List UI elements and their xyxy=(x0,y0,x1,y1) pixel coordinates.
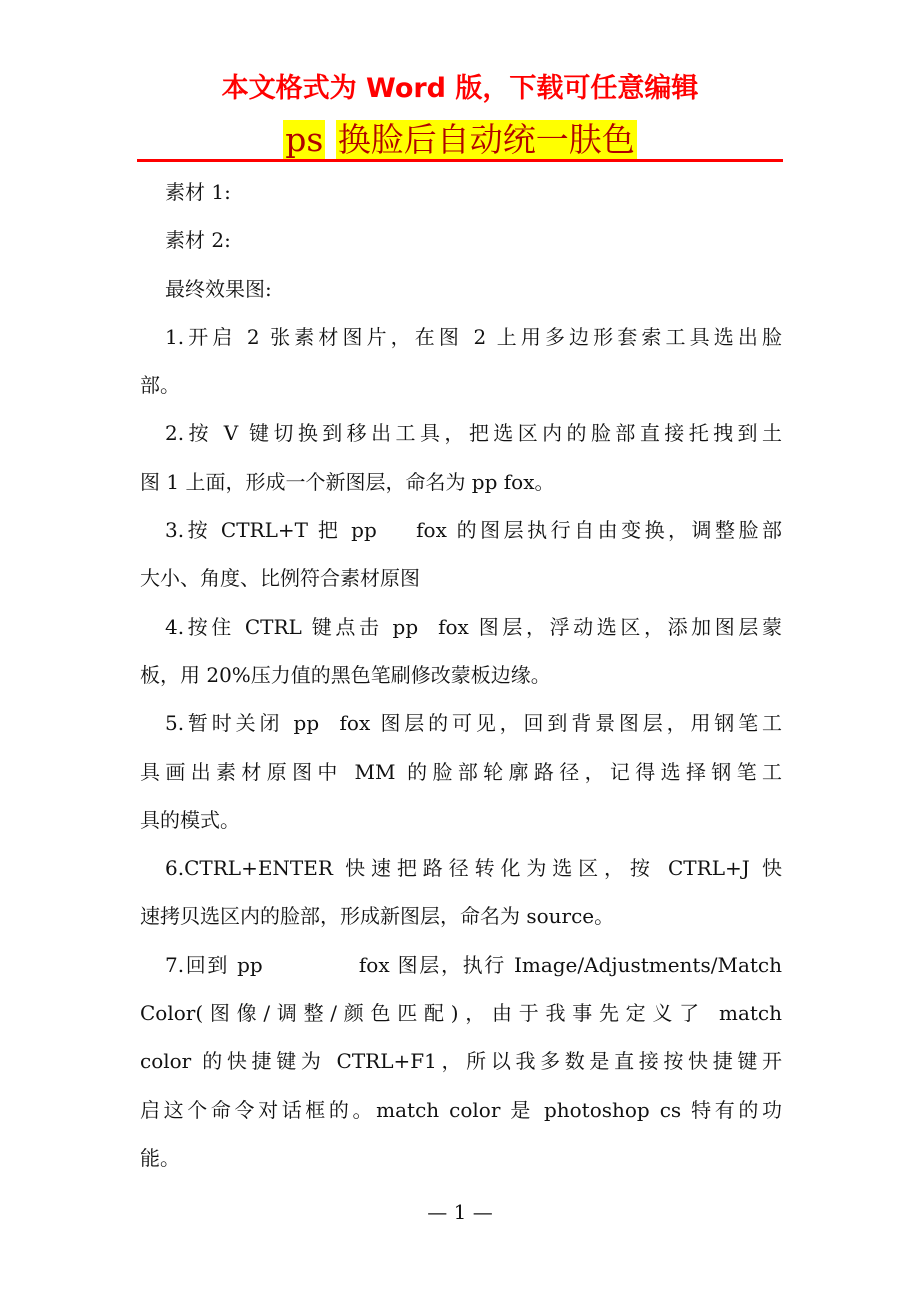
title-main: 换脸后自动统一肤色 xyxy=(337,120,635,159)
title-divider xyxy=(137,159,783,162)
paragraph xyxy=(140,844,782,941)
paragraph-line: color 的快捷键为 CTRL+F1，所以我多数是直接按快捷键开 xyxy=(140,1049,782,1074)
paragraph-line: 板，用 20%压力值的黑色笔刷修改蒙板边缘。 xyxy=(140,662,551,687)
format-notice-banner: 本文格式为 Word 版，下载可任意编辑 xyxy=(221,73,699,104)
paragraph-line: 最终效果图: xyxy=(165,276,272,301)
paragraph-line: 2.按 V 键切换到移出工具，把选区内的脸部直接托拽到土 xyxy=(165,421,782,446)
paragraph xyxy=(140,313,782,410)
paragraph xyxy=(140,941,782,1182)
paragraph xyxy=(140,603,782,700)
paragraph-line: 素材 1: xyxy=(165,180,231,204)
paragraph-line: 能。 xyxy=(140,1145,180,1170)
paragraph-line: 素材 2: xyxy=(165,228,231,253)
paragraph-line: 3.按 CTRL+T 把 pp fox 的图层执行自由变换，调整脸部 xyxy=(165,518,782,543)
paragraph-line: 6.CTRL+ENTER 快速把路径转化为选区，按 CTRL+J 快 xyxy=(165,856,782,881)
paragraph xyxy=(140,216,782,264)
paragraph xyxy=(140,265,782,313)
paragraph xyxy=(140,506,782,603)
paragraph xyxy=(140,409,782,506)
paragraph-line: 图 1 上面，形成一个新图层，命名为 pp fox。 xyxy=(140,469,555,494)
paragraph xyxy=(140,168,782,216)
page-number: — 1 — xyxy=(427,1200,493,1224)
paragraph-line: 5.暂时关闭 pp fox 图层的可见，回到背景图层，用钢笔工 xyxy=(165,711,782,736)
paragraph xyxy=(140,699,782,844)
paragraph-line: 大小、角度、比例符合素材原图 xyxy=(140,566,420,591)
paragraph-line: 速拷贝选区内的脸部，形成新图层，命名为 source。 xyxy=(140,904,615,929)
paragraph-line: Color(图像/调整/颜色匹配)，由于我事先定义了 match xyxy=(140,1001,782,1026)
paragraph-line: 具的模式。 xyxy=(140,807,240,832)
paragraph-line: 部。 xyxy=(140,373,180,398)
paragraph-line: 4.按住 CTRL 键点击 pp fox 图层，浮动选区，添加图层蒙 xyxy=(165,614,782,639)
title-prefix: ps xyxy=(285,120,324,159)
paragraph-line: 7.回到 pp fox 图层，执行 Image/Adjustments/Match xyxy=(165,952,782,977)
paragraph-line: 启这个命令对话框的。match color 是 photoshop cs 特有的功 xyxy=(140,1097,782,1122)
paragraph-line: 1.开启 2 张素材图片，在图 2 上用多边形套索工具选出脸 xyxy=(165,324,782,349)
document-title xyxy=(0,114,920,161)
document-body xyxy=(140,168,782,1182)
paragraph-line: 具画出素材原图中 MM 的脸部轮廓路径，记得选择钢笔工 xyxy=(140,759,782,784)
